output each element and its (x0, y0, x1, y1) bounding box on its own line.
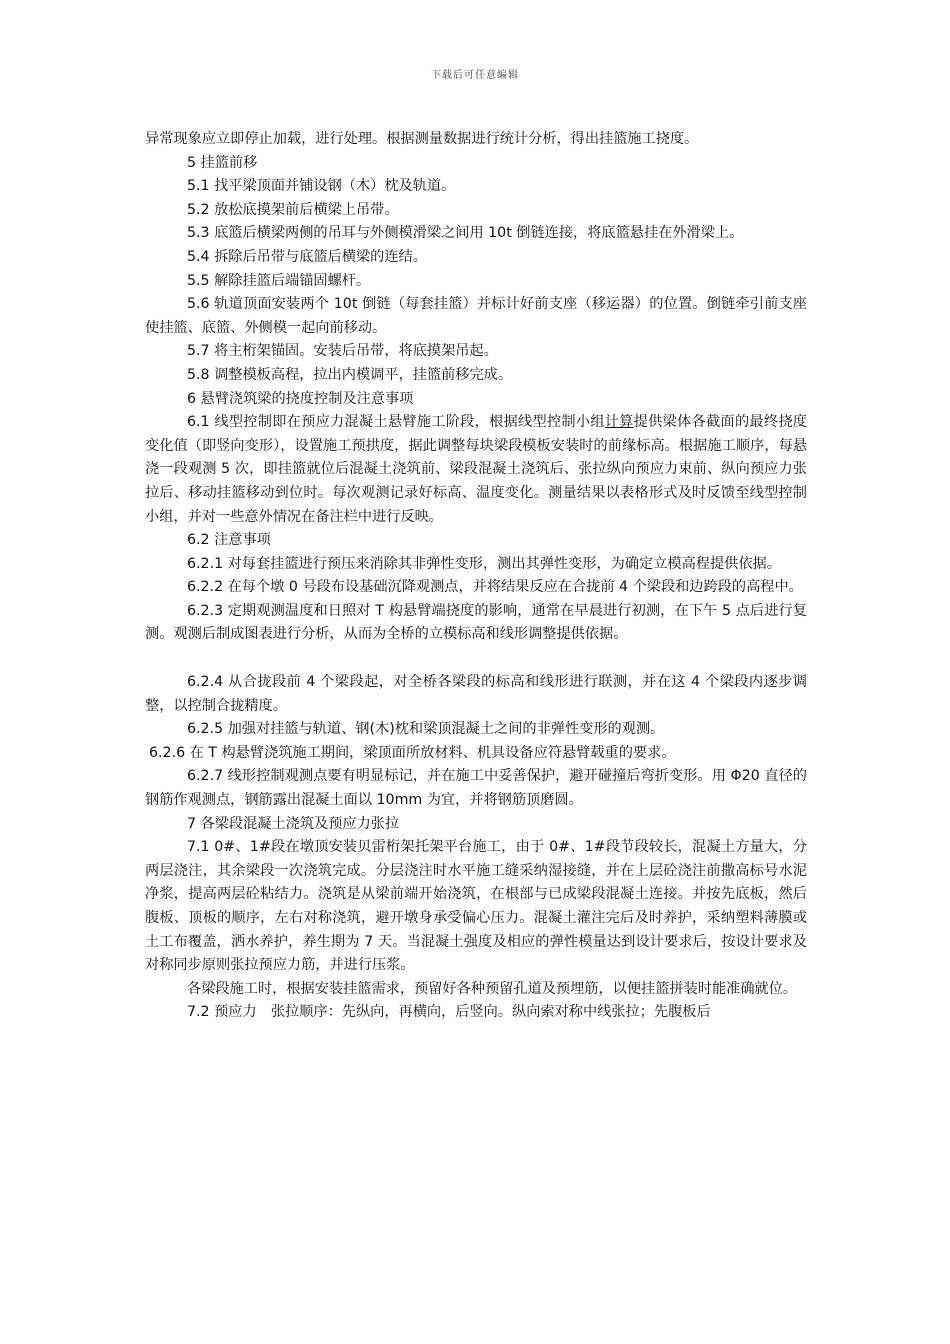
paragraph-text-a: 6.1 线型控制即在预应力混凝土悬臂施工阶段，根据线型控制小组 (187, 414, 605, 431)
paragraph: 6.2.3 定期观测温度和日照对 T 构悬臂端挠度的影响，通常在早晨进行初测，在下午 5 点后进行复测。观测后制成图表进行分析，从而为全桥的立模标高和线形调整提供依据。 (145, 602, 807, 643)
paragraph: 5.8 调整模板高程，拉出内模调平，挂篮前移完成。 (187, 366, 513, 383)
paragraph: 6.2.1 对每套挂篮进行预压来消除其非弹性变形，测出其弹性变形，为确定立模高程提供依据。 (187, 555, 781, 572)
paragraph: 6.2.4 从合拢段前 4 个梁段起，对全桥各梁段的标高和线形进行联测，并在这 4 个梁段内逐步调整，以控制合拢精度。 (145, 674, 807, 714)
paragraph: 6.2.5 加强对挂篮与轨道、钢(木)枕和梁顶混凝土之间的非弹性变形的观测。 (187, 721, 665, 738)
spacer (145, 647, 807, 671)
calculation-link[interactable]: 计算 (604, 414, 634, 431)
paragraph: 异常现象应立即停止加载，进行处理。根据测量数据进行统计分析，得出挂篮施工挠度。 (145, 131, 699, 147)
page-header: 下载后可任意编辑 (431, 70, 519, 81)
paragraph: 5.3 底篮后横梁两侧的吊耳与外侧模滑梁之间用 10t 倒链连接，将底篮悬挂在外滑梁上。 (187, 225, 744, 242)
paragraph: 7.2 预应力 张拉顺序：先纵向，再横向，后竖向。纵向索对称中线张拉；先腹板后 (187, 1004, 711, 1021)
paragraph: 7.1 0#、1#段在墩顶安装贝雷桁架托架平台施工，由于 0#、1#段节段较长，混凝土方量大，分两层浇注，其余梁段一次浇筑完成。分层浇注时水平施工缝采纳湿接缝，并在上层砼浇注前撒高标号水泥净浆，提高两层砼粘结力。浇筑是从梁前端开始浇筑，在根部与已成梁段混凝土连接。并按先底板，然后腹板、顶板的顺序，左右对称浇筑，避开墩身承受偏心压力。混凝土灌注完后及时养护，采纳塑料薄膜或土工布覆盖，洒水养护，养生期为 7 天。当混凝土强度及相应的弹性模量达到设计要求后，按设计要求及对称同步原则张拉预应力筋，并进行压浆。 (145, 839, 807, 974)
paragraph: 各梁段施工时，根据安装挂篮需求，预留好各种预留孔道及预埋筋，以便挂篮拼装时能准确就位。 (187, 980, 798, 997)
paragraph: 6.2.2 在每个墩 0 号段布设基础沉降观测点，并将结果反应在合拢前 4 个梁段和边跨段的高程中。 (187, 579, 803, 596)
paragraph: 5.7 将主桁架锚固。安装后吊带，将底摸架吊起。 (187, 343, 498, 360)
paragraph-text-b: 提供梁体各截面的最终挠度变化值（即竖向变形），设置施工预拱度，据此调整每块梁段模板安装时的前缘标高。根据施工顺序，每悬浇一段观测 5 次，即挂篮就位后混凝土浇筑前、梁段混凝土浇筑后、张拉纵向预应力束前、纵向预应力张拉后、移动挂篮移动到位时。每次观测记录好标高、温度变化。测量结果以表格形式及时反馈至线型控制小组，并对一些意外情况在备注栏中进行反映。 (145, 414, 807, 525)
paragraph: 5.6 轨道顶面安装两个 10t 倒链（每套挂篮）并标计好前支座（移运器）的位置。倒链牵引前支座使挂篮、底篮、外侧模一起向前移动。 (145, 296, 807, 336)
paragraph: 5.4 拆除后吊带与底篮后横梁的连结。 (187, 248, 427, 265)
section-heading: 6.2 注意事项 (187, 532, 271, 549)
paragraph (145, 411, 807, 529)
section-heading: 7 各梁段混凝土浇筑及预应力张拉 (187, 815, 400, 832)
paragraph: 6.2.7 线形控制观测点要有明显标记，并在施工中妥善保护，避开碰撞后弯折变形。用 Φ20 直径的钢筋作观测点，钢筋露出混凝土面以 10mm 为宜，并将钢筋顶磨圆。 (145, 768, 807, 809)
document-body (145, 128, 807, 1025)
paragraph: 6.2.6 在 T 构悬臂浇筑施工期间，梁顶面所放材料、机具设备应符悬臂载重的要求。 (149, 744, 676, 761)
paragraph: 5.1 找平梁顶面并铺设钢（木）枕及轨道。 (187, 178, 456, 195)
section-heading: 5 挂篮前移 (187, 154, 258, 171)
paragraph: 5.5 解除挂篮后端锚固螺杆。 (187, 272, 371, 289)
paragraph: 5.2 放松底摸架前后横梁上吊带。 (187, 201, 399, 218)
section-heading: 6 悬臂浇筑梁的挠度控制及注意事项 (187, 390, 414, 407)
